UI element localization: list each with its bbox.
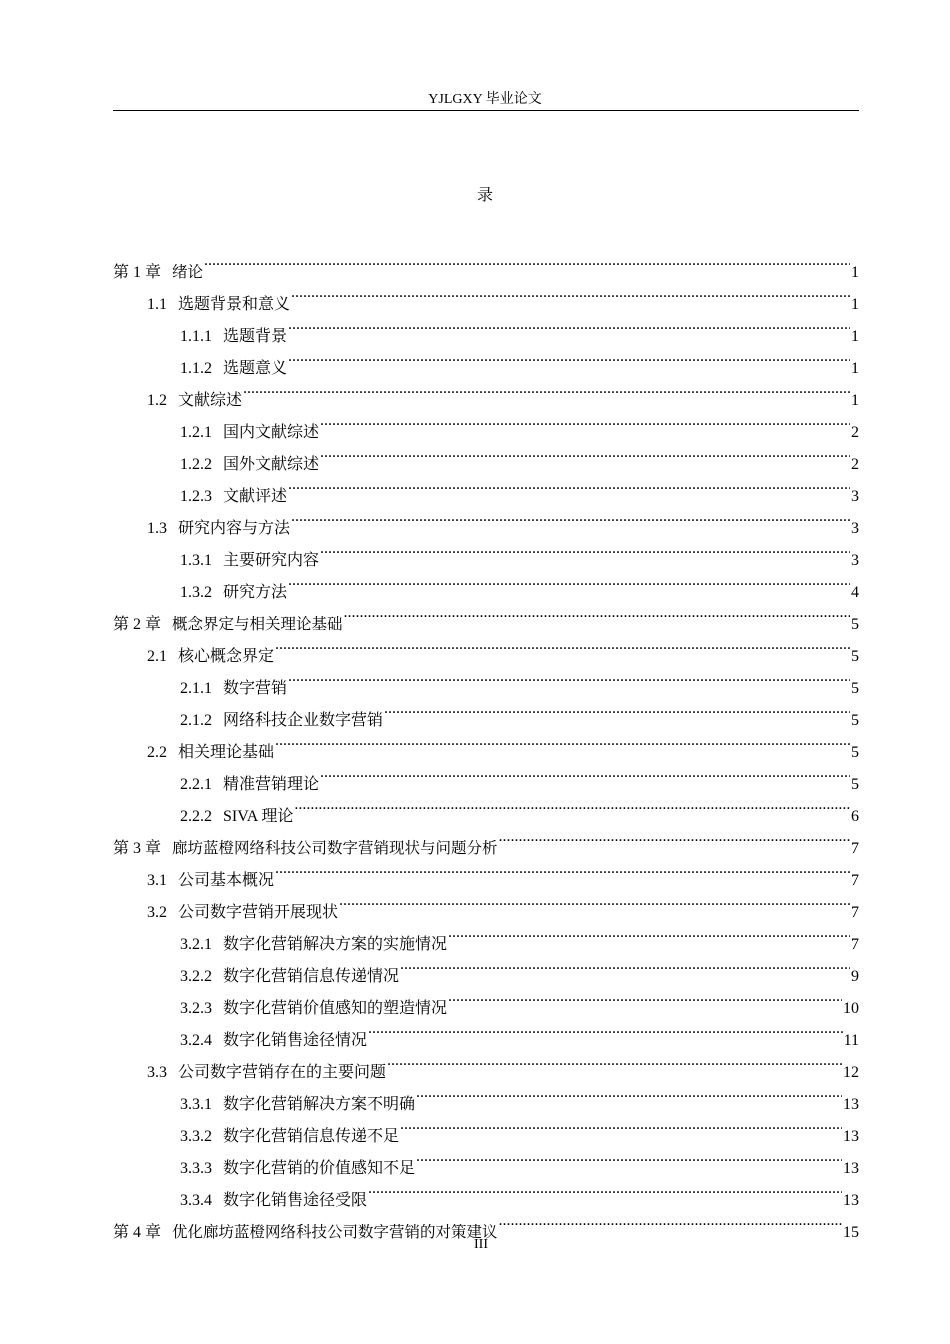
toc-entry-title: 核心概念界定 xyxy=(178,648,275,665)
toc-entry-page: 1 xyxy=(851,328,859,345)
toc-entry-number: 1.2.3 xyxy=(180,488,212,505)
toc-entry-page: 5 xyxy=(851,616,859,633)
toc-entry-title: 国外文献综述 xyxy=(223,456,320,473)
toc-dot-leader xyxy=(274,629,850,661)
toc-entry-page: 5 xyxy=(851,680,859,697)
toc-entry-page: 13 xyxy=(843,1192,859,1209)
toc-dot-leader xyxy=(319,437,850,469)
toc-entry-title: 数字化销售途径情况 xyxy=(223,1032,368,1049)
footer-page-number: III xyxy=(474,1237,488,1252)
toc-entry-page: 1 xyxy=(851,296,859,313)
toc-entry-number: 1.2.2 xyxy=(180,456,212,473)
toc-entry-number: 1.2 xyxy=(147,392,167,409)
toc-entry-page: 6 xyxy=(851,808,859,825)
toc-entry-title: 数字化营销的价值感知不足 xyxy=(223,1160,416,1177)
header-rule xyxy=(113,110,859,111)
toc-entry-page: 1 xyxy=(851,360,859,377)
toc-entry-page: 5 xyxy=(851,712,859,729)
toc-entry-page: 1 xyxy=(851,264,859,281)
toc-dot-leader xyxy=(287,661,850,693)
toc-entry-title: SIVA 理论 xyxy=(223,808,294,825)
toc-entry-number: 2.2.1 xyxy=(180,776,212,793)
toc-entry-title: 研究方法 xyxy=(223,584,288,601)
toc-dot-leader xyxy=(338,885,850,917)
toc-entry-number: 第 1 章 xyxy=(113,264,162,281)
toc-entry-title: 数字化营销信息传递情况 xyxy=(223,968,400,985)
toc-entry-title: 绪论 xyxy=(172,263,204,281)
toc-entry-page: 13 xyxy=(843,1096,859,1113)
toc-entry-number: 1.1 xyxy=(147,296,167,313)
toc-entry-title: 研究内容与方法 xyxy=(178,520,291,537)
toc-entry-title: 廊坊蓝橙网络科技公司数字营销现状与问题分析 xyxy=(172,839,498,857)
toc-dot-leader xyxy=(399,949,850,981)
toc-title: 录 xyxy=(476,187,493,204)
toc-entry-page: 3 xyxy=(851,520,859,537)
toc-dot-leader xyxy=(498,1205,842,1237)
toc-entry-title: 概念界定与相关理论基础 xyxy=(172,615,343,633)
toc-dot-leader xyxy=(447,981,842,1013)
toc-entry-page: 13 xyxy=(843,1160,859,1177)
toc-entry-page: 7 xyxy=(851,840,859,857)
toc-entry-number: 3.3.3 xyxy=(180,1160,212,1177)
toc-dot-leader xyxy=(367,1173,842,1205)
toc-dot-leader xyxy=(415,1077,842,1109)
toc-entry-page: 2 xyxy=(851,424,859,441)
toc-entry-number: 3.3.2 xyxy=(180,1128,212,1145)
toc-dot-leader xyxy=(367,1013,843,1045)
toc-dot-leader xyxy=(498,821,850,853)
toc-entry-title: 数字化营销解决方案的实施情况 xyxy=(223,936,448,953)
toc-entry-page: 7 xyxy=(851,904,859,921)
toc-entry-page: 5 xyxy=(851,744,859,761)
toc-dot-leader xyxy=(447,917,850,949)
toc-entry-page: 2 xyxy=(851,456,859,473)
toc-entry-title: 文献评述 xyxy=(223,488,288,505)
toc-dot-leader xyxy=(290,501,850,533)
toc-dot-leader xyxy=(343,597,850,629)
toc-entry-page: 12 xyxy=(843,1064,859,1081)
toc-entry-number: 第 2 章 xyxy=(113,616,162,633)
toc-entry-page: 1 xyxy=(851,392,859,409)
toc-entry-number: 第 4 章 xyxy=(113,1224,162,1241)
toc-entry-number: 3.2.3 xyxy=(180,1000,212,1017)
toc-entry-number: 3.2.1 xyxy=(180,936,212,953)
toc-entry-number: 1.3 xyxy=(147,520,167,537)
toc-entry-number: 1.3.2 xyxy=(180,584,212,601)
toc-dot-leader xyxy=(319,757,850,789)
toc-dot-leader xyxy=(415,1141,842,1173)
toc-entry-title: 数字化销售途径受限 xyxy=(223,1192,368,1209)
toc-entry-title: 公司数字营销存在的主要问题 xyxy=(178,1064,387,1081)
toc-dot-leader xyxy=(287,469,850,501)
toc-entry-page: 4 xyxy=(851,584,859,601)
toc-entry-page: 3 xyxy=(851,488,859,505)
toc-entry-number: 3.2.2 xyxy=(180,968,212,985)
toc-dot-leader xyxy=(242,373,850,405)
toc-dot-leader xyxy=(287,341,850,373)
toc-dot-leader xyxy=(290,277,850,309)
toc-entry-page: 11 xyxy=(843,1032,859,1049)
toc-entry-page: 5 xyxy=(851,776,859,793)
toc-entry-page: 13 xyxy=(843,1128,859,1145)
toc-entry-number: 第 3 章 xyxy=(113,840,162,857)
toc-entry-title: 相关理论基础 xyxy=(178,744,275,761)
toc-entry-number: 3.3 xyxy=(147,1064,167,1081)
toc-entry-page: 5 xyxy=(851,648,859,665)
toc-entry-title: 选题背景 xyxy=(223,328,288,345)
toc-entry-number: 2.1 xyxy=(147,648,167,665)
toc-entry-page: 7 xyxy=(851,872,859,889)
toc-entry-number: 3.2 xyxy=(147,904,167,921)
toc-dot-leader xyxy=(274,853,850,885)
toc-entry-title: 公司数字营销开展现状 xyxy=(178,904,339,921)
toc-entry-title: 国内文献综述 xyxy=(223,424,320,441)
toc-dot-leader xyxy=(399,1109,842,1141)
toc-entry-title: 选题背景和意义 xyxy=(178,296,291,313)
toc-entry-page: 10 xyxy=(843,1000,859,1017)
toc-entry-title: 精准营销理论 xyxy=(223,776,320,793)
toc-dot-leader xyxy=(203,245,850,277)
toc-dot-leader xyxy=(383,693,850,725)
toc-entry-number: 3.2.4 xyxy=(180,1032,212,1049)
toc-dot-leader xyxy=(319,533,850,565)
toc-entry-number: 2.1.2 xyxy=(180,712,212,729)
toc-entry-page: 15 xyxy=(843,1224,859,1241)
toc-entry-number: 3.1 xyxy=(147,872,167,889)
toc-entry-page: 9 xyxy=(851,968,859,985)
toc-entry[interactable] xyxy=(113,245,859,281)
toc-entry-number: 3.3.4 xyxy=(180,1192,212,1209)
toc-dot-leader xyxy=(293,789,850,821)
toc-entry-number: 3.3.1 xyxy=(180,1096,212,1113)
toc-entry-title: 选题意义 xyxy=(223,360,288,377)
toc-entry-number: 2.2 xyxy=(147,744,167,761)
toc-entry-number: 1.3.1 xyxy=(180,552,212,569)
toc-entry-title: 文献综述 xyxy=(178,392,243,409)
toc-entry-number: 2.1.1 xyxy=(180,680,212,697)
toc-dot-leader xyxy=(287,565,850,597)
toc-entry-title: 网络科技企业数字营销 xyxy=(223,712,384,729)
toc-entry-title: 数字营销 xyxy=(223,680,288,697)
toc-entry-title: 数字化营销信息传递不足 xyxy=(223,1128,400,1145)
toc-entry-number: 1.2.1 xyxy=(180,424,212,441)
toc-dot-leader xyxy=(319,405,850,437)
toc-entry-page: 7 xyxy=(851,936,859,953)
toc-entry[interactable] xyxy=(113,277,859,313)
toc-dot-leader xyxy=(386,1045,842,1077)
table-of-contents xyxy=(113,245,859,1241)
toc-entry-title: 主要研究内容 xyxy=(223,552,320,569)
toc-dot-leader xyxy=(274,725,850,757)
toc-entry-number: 1.1.2 xyxy=(180,360,212,377)
toc-entry-title: 公司基本概况 xyxy=(178,872,275,889)
toc-entry-number: 2.2.2 xyxy=(180,808,212,825)
toc-entry-page: 3 xyxy=(851,552,859,569)
running-header: YJLGXY 毕业论文 xyxy=(428,92,542,107)
toc-entry-title: 数字化营销价值感知的塑造情况 xyxy=(223,1000,448,1017)
toc-entry-title: 数字化营销解决方案不明确 xyxy=(223,1096,416,1113)
toc-entry-title: 优化廊坊蓝橙网络科技公司数字营销的对策建议 xyxy=(172,1223,498,1241)
toc-entry-number: 1.1.1 xyxy=(180,328,212,345)
toc-dot-leader xyxy=(287,309,850,341)
